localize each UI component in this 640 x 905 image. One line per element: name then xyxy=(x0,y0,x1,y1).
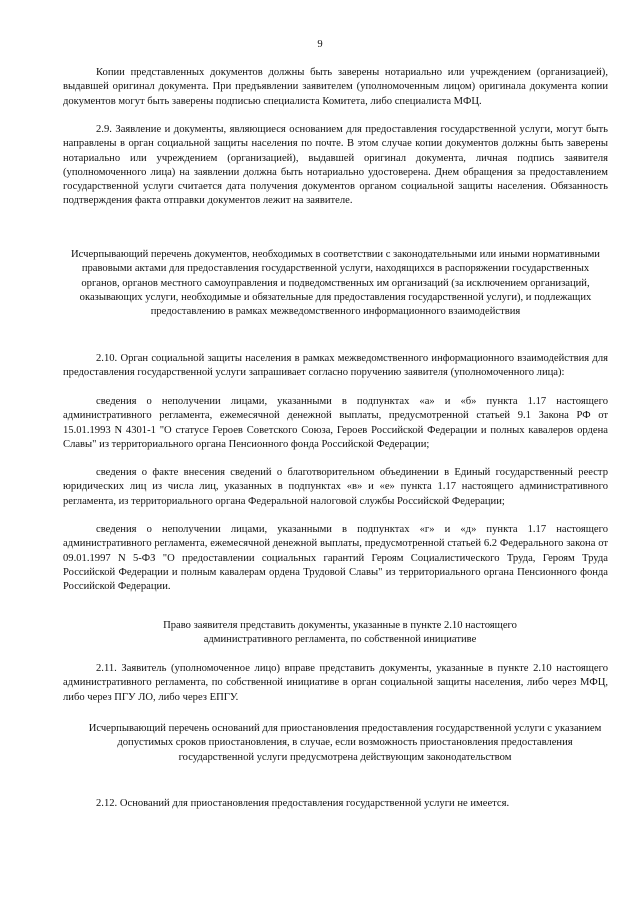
paragraph-2-12-no-suspension: 2.12. Оснований для приостановления предоставления государственной услуги не имеется. xyxy=(96,798,510,809)
section-heading-interagency-documents: Исчерпывающий перечень документов, необходимых в соответствии с законодательными или иными нормативными правовыми актами для предоставления государственной услуги, находящихся в распоряжении государственных органов, органов местного самоуправления и подведомственных им организаций (за исключением организаций, оказывающих услуги, необходимые и обязательные для предоставления государственной услуги), и подлежащих предоставлению в рамках межведомственного информационного взаимодействия xyxy=(71,249,600,318)
paragraph-pension-fund-info: сведения о неполучении лицами, указанными в подпунктах «а» и «б» пункта 1.17 настоящего административного регламента, ежемесячной денежной выплаты, предусмотренной статьей 9.1 Закона РФ от 15.01.1993 N 4301-1 "О статусе Героев Советского Союза, Героев Российской Федерации и полных кавалеров ордена Славы" из территориального органа Пенсионного фонда Российской Федерации; xyxy=(63,396,608,450)
paragraph-tax-service-info: сведения о факте внесения сведений о благотворительном объединении в Единый государственный реестр юридических лиц из числа лиц, указанных в подпунктах «в» и «е» пункта 1.17 настоящего административного регламента, из территориального органа Федеральной налоговой службы Российской Федерации; xyxy=(63,467,608,507)
paragraph-2-10-interagency-request: 2.10. Орган социальной защиты населения в рамках межведомственного информационного взаимодействия для предоставления государственной услуги запрашивает согласно поручению заявителя (уполномоченного лица): xyxy=(63,353,608,379)
page-number: 9 xyxy=(317,39,323,50)
paragraph-2-9-postal-submission: 2.9. Заявление и документы, являющиеся основанием для предоставления государственной услуги, могут быть направлены в орган социальной защиты населения по почте. В этом случае копии документов должны быть заверены нотариально или учреждением (организацией), выдавшей оригинал документа, личная подпись заявителя (уполномоченного лица) на заявлении должна быть нотариально удостоверена. Днем обращения за предоставлением государственной услуги считается дата получения документов органом социальной защиты населения. Обязанность подтверждения факта отправки документов лежит на заявителе. xyxy=(63,124,608,207)
section-heading-suspension-grounds: Исчерпывающий перечень оснований для приостановления предоставления государственной услуги с указанием допустимых сроков приостановления, в случае, если возможность приостановления предоставления государственной услуги предусмотрена действующим законодательством xyxy=(88,723,602,763)
paragraph-2-11-own-initiative: 2.11. Заявитель (уполномоченное лицо) вправе представить документы, указанные в пункте 2.10 настоящего административного регламента, по собственной инициативе в орган социальной защиты населения, либо через МФЦ, либо через ПГУ ЛО, либо через ЕПГУ. xyxy=(63,663,608,703)
paragraph-copies-certification: Копии представленных документов должны быть заверены нотариально или учреждением (организацией), выдавшей оригинал документа. При предъявлении заявителем (уполномоченным лицом) оригинала документа копии документов могут быть заверены подписью специалиста Комитета, либо специалиста МФЦ. xyxy=(63,67,608,107)
section-heading-applicant-right: Право заявителя представить документы, указанные в пункте 2.10 настоящего административного регламента, по собственной инициативе xyxy=(163,620,517,646)
paragraph-pension-fund-info-2: сведения о неполучении лицами, указанными в подпунктах «г» и «д» пункта 1.17 настоящего административного регламента, ежемесячной денежной выплаты, предусмотренной статьей 6.2 Федерального закона от 09.01.1997 N 5-ФЗ "О предоставлении социальных гарантий Героям Социалистического Труда, Героям Труда Российской Федерации и полным кавалерам ордена Трудовой Славы" из территориального органа Пенсионного фонда Российской Федерации. xyxy=(63,524,608,593)
